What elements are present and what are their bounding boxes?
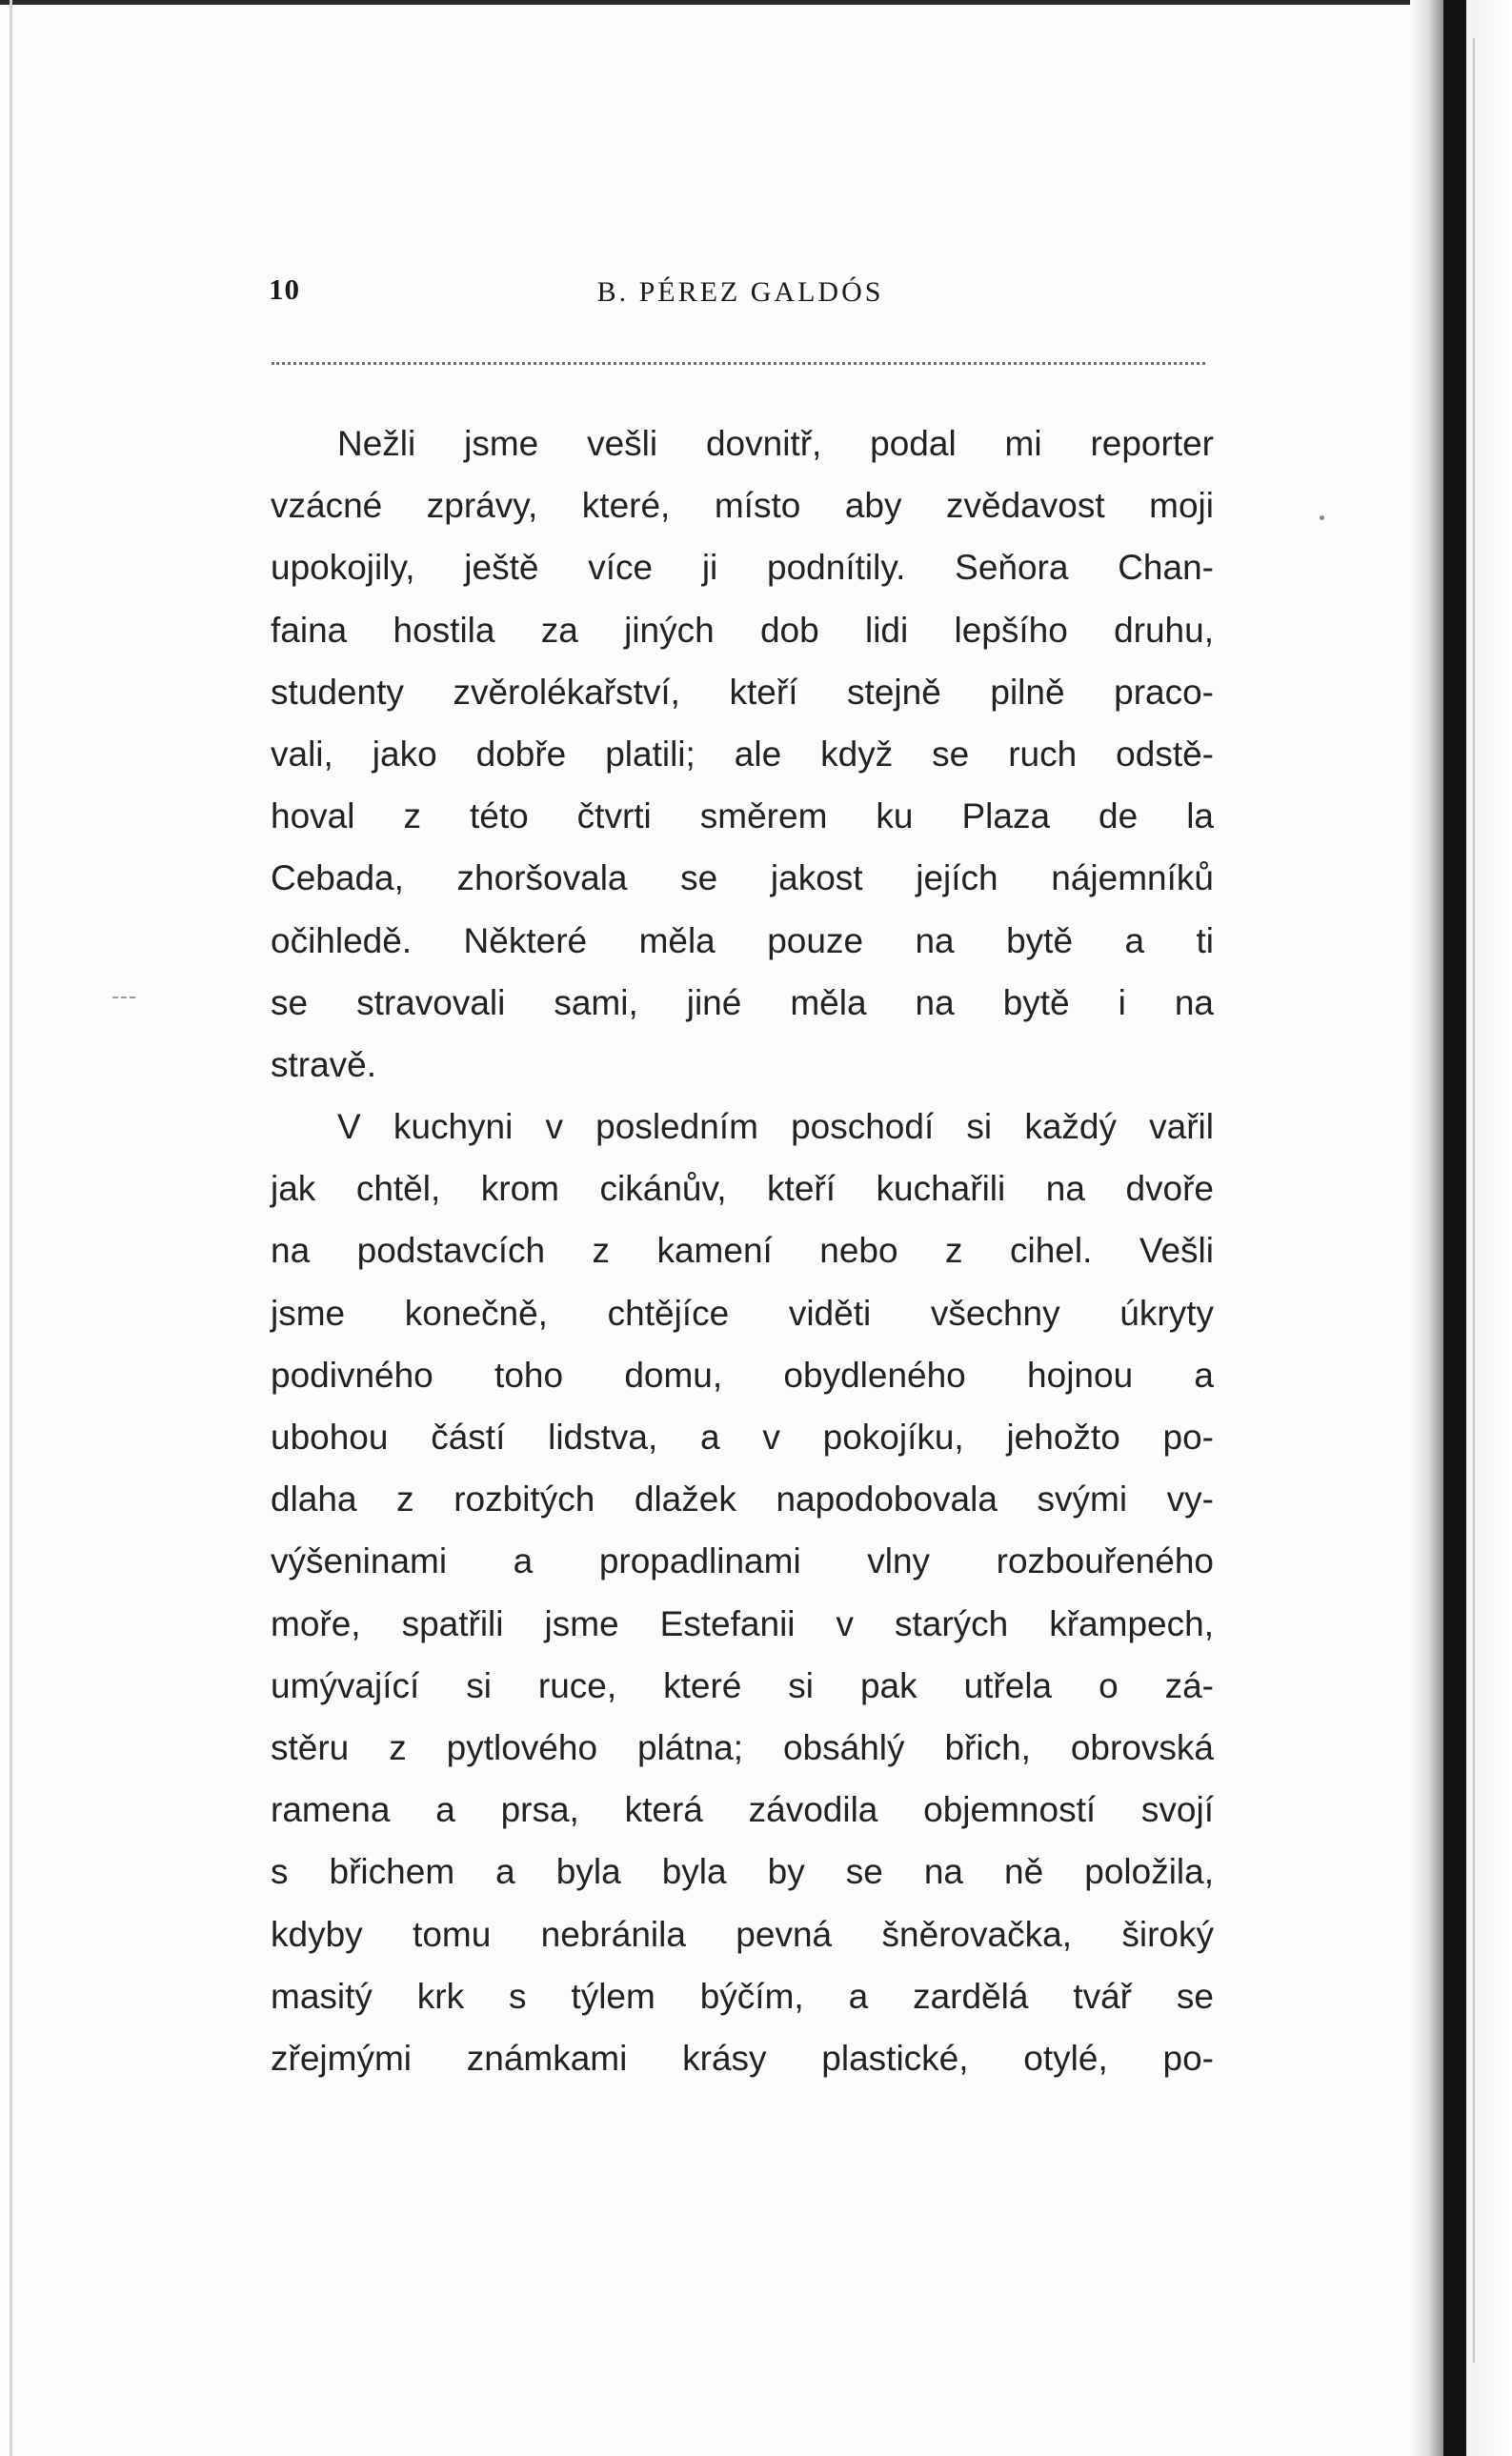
margin-speck [1320, 515, 1324, 520]
text-line: Nežli jsme vešli dovnitř, podal mi reporter [337, 424, 1214, 463]
text-line: Cebada, zhoršovala se jakost jejích nájemníků [271, 858, 1214, 898]
text-line: jsme konečně, chtějíce viděti všechny úkryty [271, 1293, 1214, 1333]
text-line: moře, spatřili jsme Estefanii v starých křampech, [271, 1603, 1214, 1643]
running-head [269, 272, 1212, 320]
text-line: očihledě. Některé měla pouze na bytě a ti [271, 920, 1214, 960]
text-line: se stravovali sami, jiné měla na bytě i na [271, 982, 1214, 1022]
text-line: faina hostila za jiných dob lidi lepšího druhu, [271, 610, 1214, 650]
text-line: vzácné zprávy, které, místo aby zvědavost moji [271, 486, 1214, 526]
text-line: stěru z pytlového plátna; obsáhlý břich, obrovská [271, 1727, 1214, 1767]
facing-page-rule [1473, 38, 1475, 2363]
text-line: výšeninami a propadlinami vlny rozbouřeného [271, 1541, 1214, 1581]
text-line: stravě. [271, 1044, 377, 1084]
text-line: studenty zvěrolékařství, kteří stejně pilně praco- [271, 672, 1214, 712]
text-line: masitý krk s týlem býčím, a zardělá tvář se [271, 1976, 1214, 2016]
text-line: hoval z této čtvrti směrem ku Plaza de la [271, 796, 1214, 836]
text-line: ramena a prsa, která závodila objemností svojí [271, 1790, 1214, 1830]
page-number: 10 [269, 272, 300, 306]
header-rule [272, 362, 1205, 365]
page-left-edge [10, 0, 12, 2456]
text-line: na podstavcích z kamení nebo z cihel. Vešli [271, 1231, 1214, 1271]
margin-mark [112, 996, 135, 998]
text-line: vali, jako dobře platili; ale když se ruch odstě- [271, 734, 1214, 774]
text-line: ubohou částí lidstva, a v pokojíku, jehožto po- [271, 1418, 1214, 1457]
text-line: podivného toho domu, obydleného hojnou a [271, 1355, 1214, 1395]
text-line: jak chtěl, krom cikánův, kteří kuchařili na dvoře [271, 1169, 1214, 1209]
body-text [271, 413, 1214, 2089]
text-line: upokojily, ještě více ji podnítily. Seňora Chan- [271, 548, 1214, 588]
binding-shadow [1410, 0, 1443, 2456]
text-line: s břichem a byla byla by se na ně položila, [271, 1852, 1214, 1892]
text-line: V kuchyni v posledním poschodí si každý vařil [337, 1107, 1214, 1147]
book-spine [1443, 0, 1466, 2456]
page-top-edge [0, 0, 1443, 5]
text-line: dlaha z rozbitých dlažek napodobovala svými vy- [271, 1480, 1214, 1520]
text-line: zřejmými známkami krásy plastické, otylé, po- [271, 2038, 1214, 2078]
header-title: B. PÉREZ GALDÓS [596, 276, 884, 308]
text-line: umývající si ruce, které si pak utřela o zá- [271, 1665, 1214, 1705]
text-line: kdyby tomu nebránila pevná šněrovačka, široký [271, 1914, 1214, 1954]
